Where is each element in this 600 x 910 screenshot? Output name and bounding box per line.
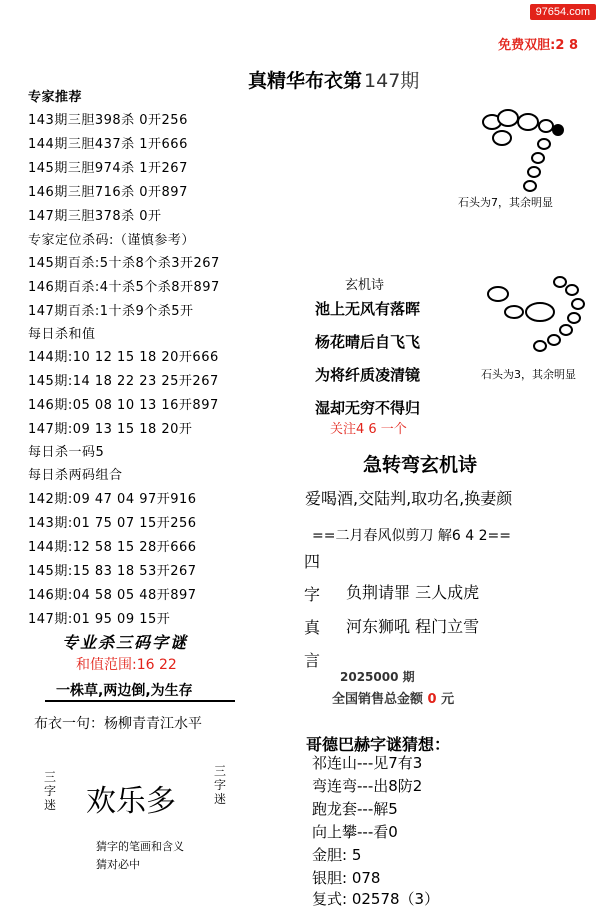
poem-line: 池上无风有落晖	[315, 300, 421, 318]
pair-line: 142期:09 47 04 97开916	[28, 492, 197, 507]
idiom-line: 河东狮吼 程门立雪	[346, 617, 480, 636]
three-char-left	[42, 770, 58, 812]
grass-riddle: 一株草,两边倒,为生存	[56, 683, 193, 699]
divider	[45, 700, 235, 702]
sales-total	[332, 688, 454, 707]
hint-line: 猜对必中	[96, 858, 140, 871]
silver-pick: 银胆: 078	[312, 869, 381, 887]
turn-line: 爱喝酒,交陆判,取功名,换妻颜	[305, 489, 513, 508]
goldbach-line: 祁连山---见7有3	[312, 754, 423, 772]
position-line: 145期百杀:5十杀8个杀3开267	[28, 256, 220, 271]
riddle-title: 专业杀三码字谜	[62, 633, 189, 652]
char: 三	[213, 764, 226, 778]
hint-line: 猜字的笔画和含义	[96, 840, 184, 853]
turn-title: 急转弯玄机诗	[363, 454, 478, 476]
char: 言	[304, 651, 321, 670]
expert-line: 144期三胆437杀 1开666	[28, 137, 188, 152]
stone-figure-3	[480, 272, 590, 358]
char: 字	[304, 585, 321, 604]
sales-value: 0	[427, 692, 437, 707]
title-main: 真精华布衣第	[248, 70, 363, 92]
sum-line: 145期:14 18 22 23 25开267	[28, 374, 219, 389]
sum-line: 147期:09 13 15 18 20开	[28, 422, 193, 437]
pair-line: 146期:04 58 05 48开897	[28, 588, 197, 603]
char: 字	[213, 778, 226, 792]
big-word: 欢乐多	[86, 784, 176, 819]
free-pick: 免费双胆:2 8	[498, 38, 578, 53]
expert-line: 143期三胆398杀 0开256	[28, 113, 188, 128]
sum-line: 144期:10 12 15 18 20开666	[28, 350, 219, 365]
site-badge[interactable]: 97654.com	[530, 4, 596, 20]
pair-line: 145期:15 83 18 53开267	[28, 564, 197, 579]
goldbach-line: 跑龙套---解5	[312, 800, 398, 818]
expert-line: 147期三胆378杀 0开	[28, 209, 162, 224]
position-line: 147期百杀:1十杀9个杀5开	[28, 304, 194, 319]
four-char-label	[304, 545, 320, 677]
goldbach-line: 弯连弯---出8防2	[312, 777, 423, 795]
char: 迷	[213, 792, 226, 806]
char: 三	[43, 770, 56, 784]
idiom-line: 负荆请罪 三人成虎	[346, 583, 480, 602]
expert-line: 146期三胆716杀 0开897	[28, 185, 188, 200]
sum-line: 146期:05 08 10 13 16开897	[28, 398, 219, 413]
spring-line: ==二月春风似剪刀 解6 4 2==	[312, 528, 511, 544]
three-char-right	[212, 764, 228, 806]
page-title	[248, 66, 419, 93]
char: 真	[304, 618, 321, 637]
expert-title: 专家推荐	[28, 90, 83, 105]
golden-pick: 金胆: 5	[312, 846, 362, 864]
char: 字	[43, 784, 56, 798]
pair-line: 147期:01 95 09 15开	[28, 612, 171, 627]
sales-label: 全国销售总金额	[332, 692, 424, 707]
position-line: 146期百杀:4十杀5个杀8开897	[28, 280, 220, 295]
expert-line: 145期三胆974杀 1开267	[28, 161, 188, 176]
position-title: 专家定位杀码:（谨慎参考）	[28, 233, 195, 248]
goldbach-line: 向上攀---看0	[312, 823, 398, 841]
pair-title: 每日杀两码组合	[28, 468, 123, 483]
pair-line: 144期:12 58 15 28开666	[28, 540, 197, 555]
buyi-line: 布衣一句：杨柳青青江水平	[34, 716, 202, 732]
poem-line: 湿却无穷不得归	[315, 399, 421, 417]
title-issue: 147期	[364, 70, 420, 92]
poem-line: 为将纤质凌清镜	[315, 366, 421, 384]
stone-figure-7	[478, 104, 578, 204]
sum-title: 每日杀和值	[28, 327, 96, 342]
pair-line: 143期:01 75 07 15开256	[28, 516, 197, 531]
char: 四	[304, 552, 321, 571]
issue-number: 2025000 期	[340, 670, 415, 684]
poem-line: 杨花晴后自飞飞	[315, 333, 421, 351]
stone-caption-1: 石头为7，其余明显	[458, 196, 553, 209]
char: 迷	[43, 798, 56, 812]
sum-range: 和值范围:16 22	[76, 657, 177, 673]
follow-note: 关注4 6 一个	[330, 422, 407, 437]
kill-one: 每日杀一码5	[28, 445, 105, 460]
stone-caption-2: 石头为3，其余明显	[481, 368, 576, 381]
goldbach-title: 哥德巴赫字谜猜想：	[306, 735, 451, 754]
combo-pick: 复式: 02578（3）	[312, 890, 440, 908]
sales-unit: 元	[441, 692, 455, 707]
poem-title: 玄机诗	[345, 278, 385, 293]
